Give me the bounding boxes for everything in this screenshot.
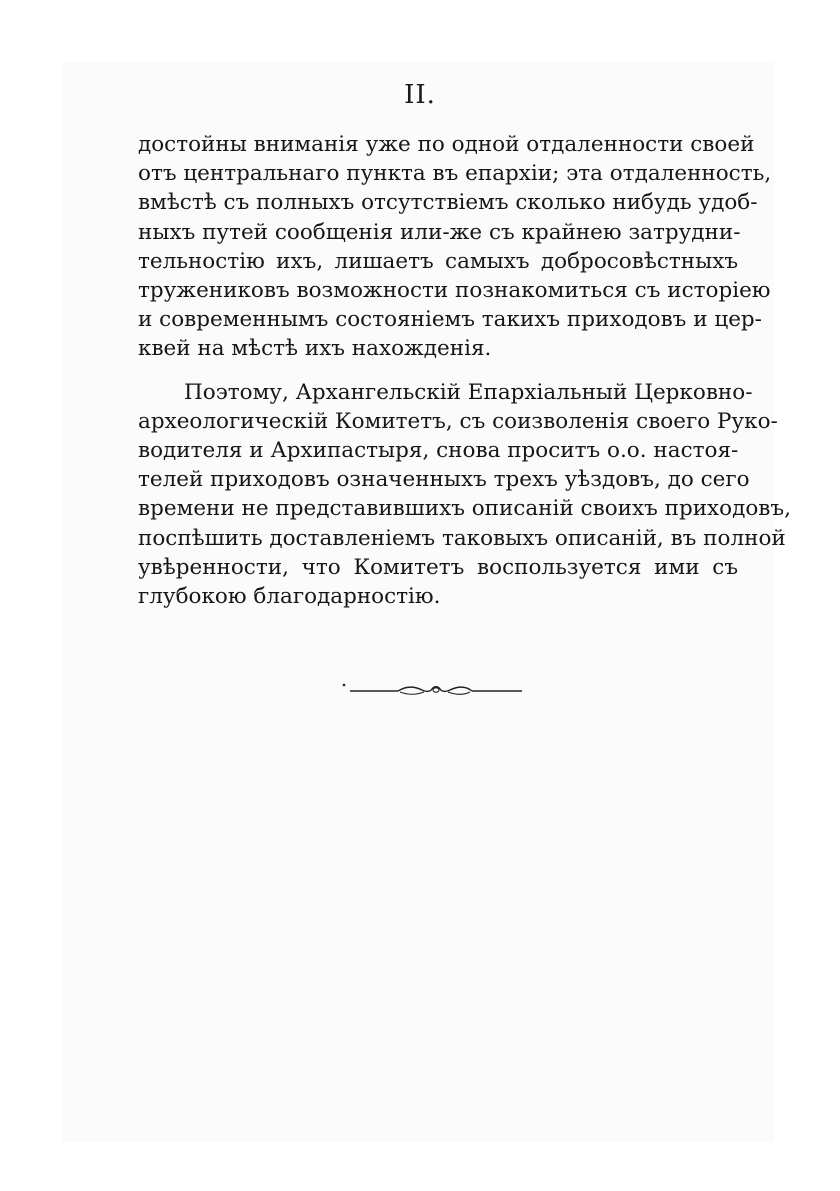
- text-line: квей на мѣстѣ ихъ нахожденія.: [138, 336, 492, 362]
- text-line: достойны вниманія уже по одной отдаленности своей: [138, 132, 755, 157]
- text-line: ныхъ путей сообщенія или-же съ крайнею затрудни-: [138, 219, 741, 245]
- text-line: отъ центральнаго пункта въ епархіи; эта отдаленность,: [138, 161, 772, 187]
- text-line: водителя и Архипастыря, снова проситъ о.о. настоя-: [138, 438, 739, 464]
- paragraph-1: [138, 130, 772, 364]
- text-line: вмѣстѣ съ полныхъ отсутствіемъ сколько нибудь удоб-: [138, 190, 758, 216]
- text-line: Поэтому, Архангельскій Епархіальный Церковно-: [184, 379, 753, 405]
- text-line: времени не представившихъ описаній своихъ приходовъ,: [138, 496, 791, 522]
- text-line: телей приходовъ означенныхъ трехъ уѣздовъ, до сего: [138, 467, 750, 493]
- text-line: археологическій Комитетъ, съ соизволенія своего Руко-: [138, 408, 778, 434]
- text-line: тружениковъ возможности познакомиться съ исторіею: [138, 278, 771, 304]
- tailpiece-flourish-icon: [340, 680, 524, 700]
- paragraph-spacer: [138, 364, 738, 378]
- text-line: тельностію ихъ, лишаетъ самыхъ добросовѣстныхъ: [138, 248, 738, 274]
- text-line: глубокою благодарностію.: [138, 584, 441, 610]
- paragraph-2: [138, 378, 791, 612]
- page-number: II.: [404, 80, 436, 110]
- text-line: увѣренности, что Комитетъ воспользуется ими съ: [138, 554, 738, 580]
- body-text: [138, 130, 791, 611]
- text-line: и современнымъ состояніемъ такихъ приходовъ и цер-: [138, 307, 762, 333]
- text-line: поспѣшить доставленіемъ таковыхъ описаній, въ полной: [138, 525, 786, 551]
